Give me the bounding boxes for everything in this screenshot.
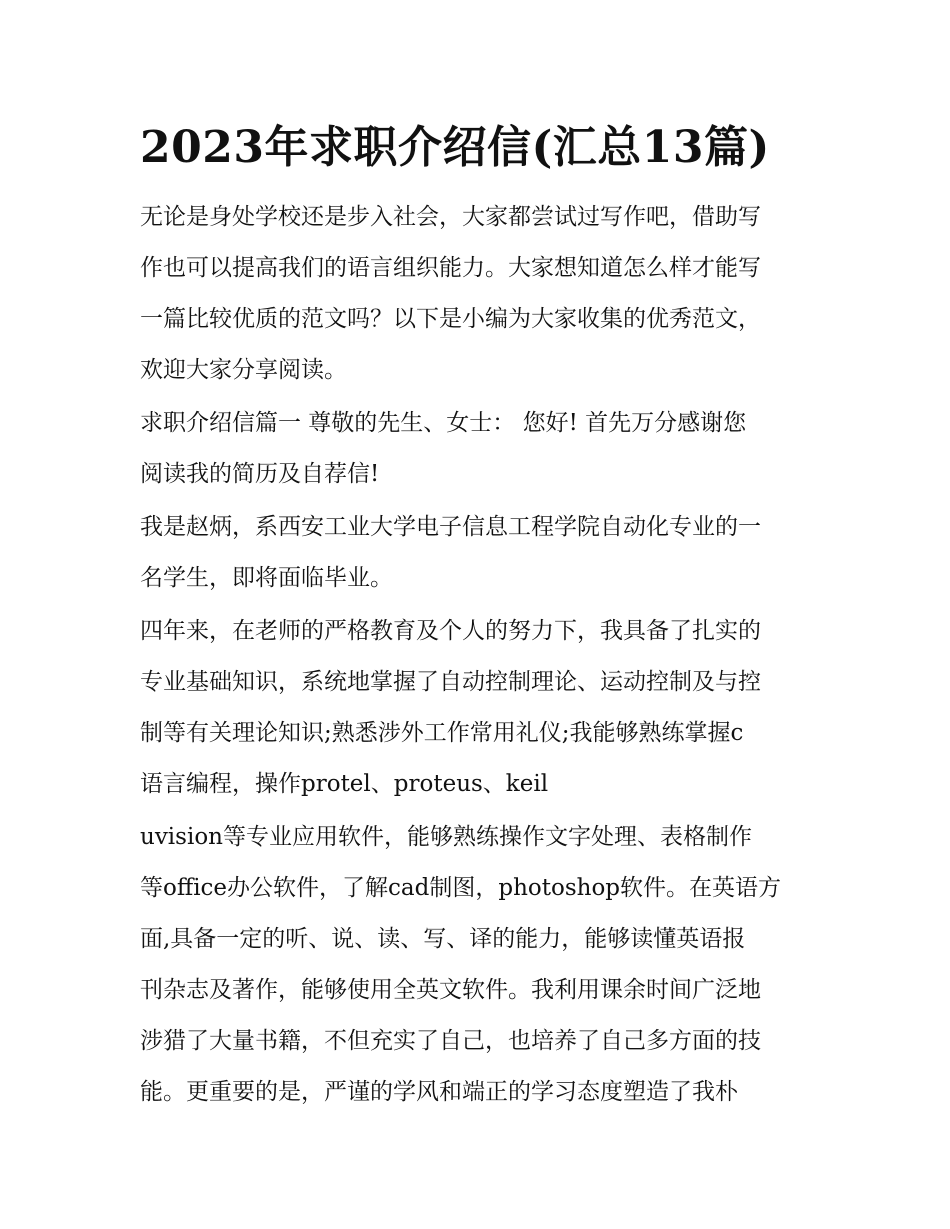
- paragraph-line: uvision等专业应用软件，能够熟练操作文字处理、表格制作: [140, 824, 752, 850]
- paragraph-line: 等office办公软件，了解cad制图，photoshop软件。在英语方: [140, 875, 782, 901]
- paragraph-line: 刊杂志及著作，能够使用全英文软件。我利用课余时间广泛地: [140, 977, 761, 1003]
- paragraph-line: 欢迎大家分享阅读。: [140, 357, 347, 383]
- paragraph-line: 面,具备一定的听、说、读、写、译的能力，能够读懂英语报: [140, 926, 746, 952]
- paragraph-greeting: [140, 398, 820, 500]
- paragraph-line: 作也可以提高我们的语言组织能力。大家想知道怎么样才能写: [140, 255, 761, 281]
- paragraph-line: 语言编程，操作protel、proteus、keil: [140, 771, 549, 797]
- paragraph-line: 无论是身处学校还是步入社会，大家都尝试过写作吧，借助写: [140, 204, 761, 230]
- paragraph-line: 名学生，即将面临毕业。: [140, 565, 393, 591]
- paragraph-intro: [140, 192, 820, 396]
- paragraph-line: 求职介绍信篇一 尊敬的先生、女士： 您好! 首先万分感谢您: [140, 410, 747, 436]
- paragraph-software: [140, 812, 820, 1118]
- paragraph-self-intro: [140, 502, 820, 604]
- document-page: [140, 118, 820, 1118]
- paragraph-line: 我是赵炳，系西安工业大学电子信息工程学院自动化专业的一: [140, 514, 761, 540]
- paragraph-line: 专业基础知识，系统地掌握了自动控制理论、运动控制及与控: [140, 669, 761, 695]
- paragraph-line: 四年来，在老师的严格教育及个人的努力下，我具备了扎实的: [140, 618, 761, 644]
- paragraph-line: 能。更重要的是，严谨的学风和端正的学习态度塑造了我朴: [140, 1079, 738, 1105]
- paragraph-line: 一篇比较优质的范文吗？以下是小编为大家收集的优秀范文，: [140, 306, 761, 332]
- paragraph-skills: [140, 606, 820, 810]
- paragraph-line: 制等有关理论知识;熟悉涉外工作常用礼仪;我能够熟练掌握c: [140, 720, 744, 746]
- document-title: 2023年求职介绍信(汇总13篇): [140, 122, 770, 173]
- paragraph-line: 涉猎了大量书籍，不但充实了自己，也培养了自己多方面的技: [140, 1028, 761, 1054]
- paragraph-line: 阅读我的简历及自荐信!: [140, 461, 380, 487]
